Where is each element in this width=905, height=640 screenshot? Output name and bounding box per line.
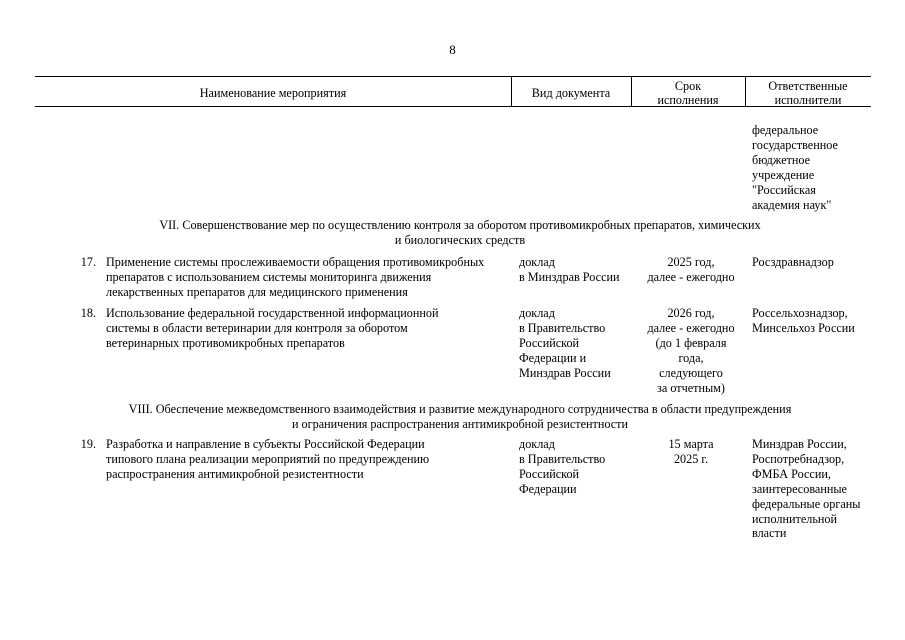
row-18-name: Использование федеральной государственной информационной системы в области ветеринарии для контроля за оборотом ветеринарных противомикробных препаратов xyxy=(106,306,439,350)
page-number: 8 xyxy=(449,42,456,57)
row-19-deadline: 15 марта 2025 г. xyxy=(668,437,714,466)
row-19-doc: доклад в Правительство Российской Федерации xyxy=(519,437,606,496)
row-18-doc: доклад в Правительство Российской Федерации и Минздрав России xyxy=(519,306,611,380)
row-19-number: 19. xyxy=(80,437,96,451)
header-name: Наименование мероприятия xyxy=(199,86,347,100)
row-17-name: Применение системы прослеживаемости обращения противомикробных препаратов с использованием системы мониторинга движения лекарственных препаратов для медицинского применения xyxy=(106,255,485,299)
row-19-responsible: Минздрав России, Роспотребнадзор, ФМБА России, заинтересованные федеральные органы исполнительной власти xyxy=(752,437,861,541)
row-17-number: 17. xyxy=(80,255,96,269)
continuation-responsible: федеральное государственное бюджетное учреждение "Российская академия наук" xyxy=(752,123,838,212)
row-18-deadline: 2026 год, далее - ежегодно (до 1 февраля года, следующего за отчетным) xyxy=(647,306,735,395)
row-19-name: Разработка и направление в субъекты Российской Федерации типового плана реализации мероприятий по предупреждению распространения антимикробной резистентности xyxy=(106,437,430,481)
section-vii-heading: VII. Совершенствование мер по осуществлению контроля за оборотом противомикробных препаратов, химических и биологических средств xyxy=(159,218,761,247)
row-17-responsible: Росздравнадзор xyxy=(752,255,834,269)
row-18-number: 18. xyxy=(80,306,96,320)
row-17-deadline: 2025 год, далее - ежегодно xyxy=(647,255,735,284)
header-responsible: Ответственные исполнители xyxy=(768,79,848,107)
header-deadline: Срок исполнения xyxy=(657,79,719,107)
row-18-responsible: Россельхознадзор, Минсельхоз России xyxy=(752,306,855,335)
row-17-doc: доклад в Минздрав России xyxy=(519,255,620,284)
section-viii-heading: VIII. Обеспечение межведомственного взаимодействия и развитие международного сотрудничества в области предупреждения и ограничения распространения антимикробной резистентности xyxy=(128,402,792,431)
header-doc-type: Вид документа xyxy=(531,86,611,100)
